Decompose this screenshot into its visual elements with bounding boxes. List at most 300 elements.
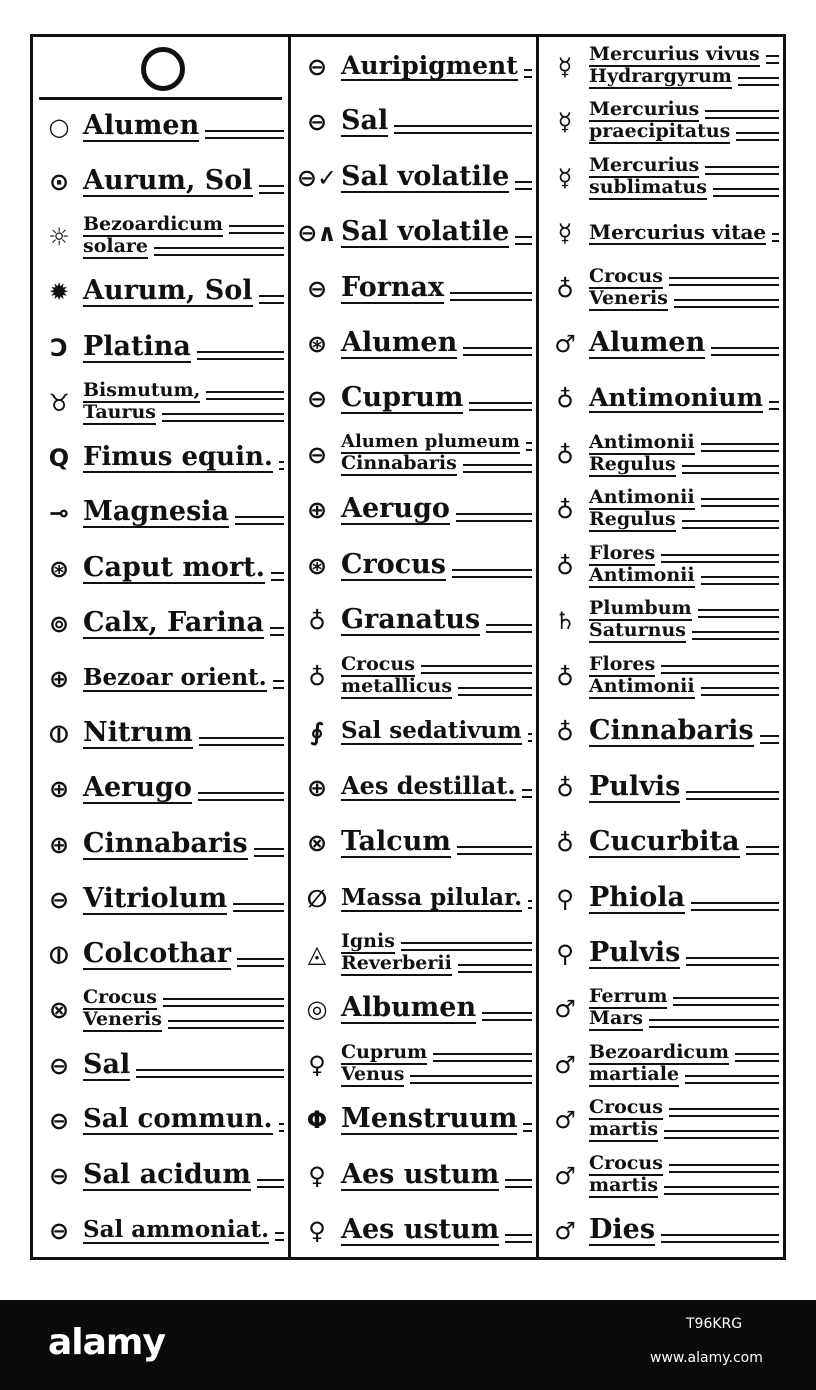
symbol-row <box>291 1148 536 1203</box>
label-text: Granatus <box>341 604 481 636</box>
fill-rule <box>661 554 779 563</box>
fill-rule <box>271 572 284 581</box>
alchemical-symbol-icon: ⊕ <box>48 775 70 804</box>
fill-rule <box>769 401 779 410</box>
symbol-row <box>539 704 783 759</box>
label-text: Sal volatile <box>341 216 510 248</box>
fill-rule <box>259 185 284 194</box>
label-line <box>83 551 284 584</box>
label-line <box>83 215 284 237</box>
symbol-row <box>291 926 536 981</box>
symbol-label <box>83 1204 284 1259</box>
label-text: Saturnus <box>589 619 686 642</box>
alchemical-symbol-icon: ♂ <box>554 1161 576 1190</box>
label-text: Sal acidum <box>83 1159 251 1191</box>
symbol-row <box>291 815 536 870</box>
alchemical-symbol-icon: ⊖ <box>306 440 328 469</box>
symbol-label <box>83 209 284 264</box>
symbol-row <box>539 1148 783 1203</box>
fill-rule <box>206 391 284 400</box>
label-text: Colcothar <box>83 938 232 970</box>
fill-rule <box>661 1234 779 1243</box>
label-line <box>589 674 779 699</box>
fill-rule <box>705 166 779 175</box>
symbol-row <box>291 316 536 371</box>
symbol-label <box>341 316 532 371</box>
symbol-label <box>589 1204 779 1259</box>
symbol-label <box>341 94 532 149</box>
label-text: Calx, Farina <box>83 606 264 638</box>
label-text: Aes ustum <box>341 1214 500 1246</box>
label-line <box>341 674 532 699</box>
fill-rule <box>701 576 779 585</box>
symbol-row <box>291 982 536 1037</box>
label-text: Magnesia <box>83 496 230 528</box>
symbol-label <box>341 205 532 260</box>
fill-rule <box>233 903 284 912</box>
symbol-label <box>83 817 284 872</box>
symbol-label <box>83 1093 284 1148</box>
symbol-label <box>83 596 284 651</box>
label-line <box>341 107 532 137</box>
label-line <box>83 237 284 259</box>
label-text: Cuprum <box>341 1040 428 1063</box>
symbol-label <box>589 649 779 704</box>
symbol-label <box>589 871 779 926</box>
fill-rule <box>270 627 284 636</box>
label-line <box>589 599 779 621</box>
symbol-label <box>83 265 284 320</box>
label-text: Pulvis <box>589 770 681 802</box>
fill-rule <box>254 848 284 857</box>
alchemical-symbol-icon: ♁ <box>556 385 574 414</box>
label-line <box>341 719 532 745</box>
label-text: Auripigment <box>341 50 518 80</box>
alchemical-symbols-table <box>30 34 786 1260</box>
symbol-label <box>589 483 779 538</box>
symbol-row <box>291 649 536 704</box>
label-text: solare <box>83 235 148 258</box>
label-text: martis <box>589 1118 659 1141</box>
label-text: sublimatus <box>589 175 707 198</box>
symbol-row <box>33 541 288 596</box>
label-line <box>83 1048 284 1081</box>
symbol-row <box>539 594 783 649</box>
alchemical-symbol-icon: ⊕ <box>306 773 328 802</box>
label-text: Phiola <box>589 881 685 913</box>
label-line <box>83 400 284 425</box>
alchemical-symbol-icon: ⊗ <box>48 996 70 1025</box>
fill-rule <box>686 957 779 966</box>
fill-rule <box>522 789 532 798</box>
alchemical-symbol-icon: ⊸ <box>48 499 70 528</box>
fill-rule <box>154 247 284 256</box>
alchemical-symbol-icon: ✹ <box>48 278 70 307</box>
symbol-label <box>341 760 532 815</box>
symbol-label <box>83 486 284 541</box>
alchemical-symbol-icon: ♀ <box>308 1217 326 1246</box>
label-text: Bismutum, <box>83 378 201 401</box>
fill-rule <box>279 1123 284 1132</box>
symbol-label <box>341 538 532 593</box>
column-3 <box>539 37 783 1257</box>
label-text: Fimus equin. <box>83 441 273 472</box>
symbol-label <box>589 1148 779 1203</box>
fill-rule <box>198 792 284 801</box>
alchemical-symbol-icon: ◎ <box>306 995 328 1024</box>
label-line <box>83 606 284 639</box>
label-line <box>589 770 779 803</box>
fill-rule <box>275 1232 284 1241</box>
column-2 <box>291 37 536 1257</box>
label-text: Vitriolum <box>83 882 228 914</box>
fill-rule <box>505 1179 532 1188</box>
alchemical-symbol-icon: ⊕ <box>306 496 328 525</box>
fill-rule <box>457 846 532 855</box>
symbol-row <box>33 375 288 430</box>
symbol-row <box>33 1204 288 1259</box>
symbol-row <box>539 871 783 926</box>
symbol-label <box>341 150 532 205</box>
fill-rule <box>692 631 779 640</box>
label-line <box>341 1040 532 1065</box>
fill-rule <box>526 442 532 451</box>
symbol-label <box>83 762 284 817</box>
label-text: Crocus <box>589 1096 663 1119</box>
fill-rule <box>463 464 532 473</box>
symbol-row <box>291 39 536 94</box>
stock-url: www.alamy.com <box>650 1350 763 1366</box>
symbol-row <box>539 261 783 316</box>
symbol-row <box>539 926 783 981</box>
fill-rule <box>229 225 284 234</box>
label-text: Bezoardicum <box>83 213 223 236</box>
symbol-row <box>291 760 536 815</box>
symbol-label <box>589 594 779 649</box>
label-line <box>589 828 779 858</box>
fill-rule <box>463 347 532 356</box>
large-circle-icon <box>141 47 185 91</box>
label-text: Sal sedativum <box>341 717 522 745</box>
fill-rule <box>458 964 532 973</box>
alchemical-symbol-icon: ♂ <box>554 1217 576 1246</box>
label-line <box>341 951 532 976</box>
symbol-row <box>539 1093 783 1148</box>
label-text: Crocus <box>341 652 415 675</box>
label-text: Alumen plumeum <box>341 431 520 453</box>
label-line <box>589 1216 779 1246</box>
label-line <box>341 271 532 304</box>
alchemical-symbol-icon: ♀ <box>308 1161 326 1190</box>
label-text: Cinnabaris <box>589 715 754 747</box>
symbol-label <box>341 483 532 538</box>
symbol-row <box>291 205 536 260</box>
alchemical-symbol-icon: ⊖∧ <box>297 219 337 248</box>
label-line <box>341 828 532 858</box>
symbol-row <box>33 762 288 817</box>
symbol-label <box>341 1148 532 1203</box>
label-text: Crocus <box>589 1151 663 1174</box>
label-line <box>341 218 532 248</box>
stock-watermark-bar <box>0 1300 816 1390</box>
symbol-row <box>33 320 288 375</box>
label-line <box>589 42 779 67</box>
label-line <box>341 771 532 801</box>
fill-rule <box>698 609 779 618</box>
label-text: Venus <box>341 1062 405 1085</box>
label-line <box>589 1040 779 1065</box>
alchemical-symbol-icon: ⊖ <box>48 1106 70 1135</box>
label-line <box>341 495 532 525</box>
fill-rule <box>163 998 284 1007</box>
fill-rule <box>482 1012 532 1021</box>
label-text: Reverberii <box>341 951 452 974</box>
label-line <box>589 881 779 914</box>
label-text: Antimonii <box>589 563 695 586</box>
fill-rule <box>450 292 532 301</box>
fill-rule <box>524 69 532 78</box>
alchemical-symbol-icon: Φ <box>306 1106 328 1135</box>
alchemical-symbol-icon: ♁ <box>556 440 574 469</box>
alchemical-symbol-icon: ⊖ <box>306 52 328 81</box>
fill-rule <box>237 958 284 967</box>
fill-rule <box>738 77 779 86</box>
label-text: Bezoardicum <box>589 1040 729 1063</box>
label-line <box>589 153 779 178</box>
alchemical-symbol-icon: ♁ <box>556 496 574 525</box>
symbol-label <box>589 1037 779 1092</box>
symbol-row <box>539 982 783 1037</box>
label-text: Ferrum <box>589 985 668 1008</box>
fill-rule <box>673 997 779 1006</box>
alchemical-symbol-icon: ♁ <box>556 551 574 580</box>
label-line <box>341 1105 532 1135</box>
alchemical-symbol-icon: ☿ <box>557 163 573 192</box>
symbol-label <box>589 372 779 427</box>
symbol-row <box>33 265 288 320</box>
symbol-row <box>291 871 536 926</box>
label-line <box>589 264 779 289</box>
label-line <box>83 940 284 970</box>
symbol-label <box>589 926 779 981</box>
label-line <box>83 1161 284 1191</box>
symbol-row <box>539 649 783 704</box>
symbol-row <box>33 430 288 485</box>
fill-rule <box>664 1130 779 1139</box>
label-line <box>341 50 532 81</box>
label-text: Massa pilular. <box>341 883 523 911</box>
alchemical-symbol-icon: ⊛ <box>306 329 328 358</box>
label-text: Mercurius <box>589 98 700 121</box>
symbol-row <box>33 486 288 541</box>
symbol-label <box>83 928 284 983</box>
fill-rule <box>682 465 779 474</box>
fill-rule <box>674 299 779 308</box>
label-line <box>341 606 532 636</box>
alchemical-symbol-icon: ♂ <box>554 1106 576 1135</box>
label-line <box>341 1158 532 1191</box>
label-line <box>83 109 284 142</box>
label-line <box>341 1216 532 1246</box>
symbol-label <box>83 541 284 596</box>
alchemical-symbol-icon: ☼ <box>48 223 70 252</box>
symbol-row <box>539 205 783 260</box>
alchemical-symbol-icon: ☿ <box>557 52 573 81</box>
label-text: Regulus <box>589 452 676 475</box>
label-text: Sal volatile <box>341 160 510 192</box>
label-line <box>589 100 779 122</box>
symbol-label <box>341 1093 532 1148</box>
symbol-row <box>33 928 288 983</box>
symbol-label <box>589 150 779 205</box>
label-line <box>341 548 532 581</box>
fill-rule <box>168 1020 284 1029</box>
label-line <box>589 936 779 969</box>
fill-rule <box>394 125 532 134</box>
alchemical-symbol-icon: ♄ <box>554 607 576 636</box>
symbol-label <box>83 872 284 927</box>
label-text: Sal commun. <box>83 1104 273 1135</box>
fill-rule <box>259 295 284 304</box>
label-line <box>341 326 532 359</box>
symbol-row <box>539 94 783 149</box>
symbol-label <box>341 649 532 704</box>
label-line <box>83 330 284 363</box>
fill-rule <box>685 1075 779 1084</box>
label-text: Aurum, Sol <box>83 275 253 307</box>
label-line <box>589 621 779 643</box>
alchemical-symbol-icon: ⊖ <box>48 1051 70 1080</box>
alchemical-symbol-icon: ♉ <box>48 388 70 417</box>
label-text: Flores <box>589 652 656 675</box>
fill-rule <box>686 791 779 800</box>
alchemical-symbol-icon: ∅ <box>306 884 328 913</box>
symbol-row <box>291 150 536 205</box>
symbol-label <box>341 815 532 870</box>
alchemical-symbol-icon: ⊛ <box>48 554 70 583</box>
symbol-label <box>83 1038 284 1093</box>
symbol-label <box>83 154 284 209</box>
label-text: Caput mort. <box>83 551 266 583</box>
fill-rule <box>766 55 779 64</box>
symbol-label <box>589 427 779 482</box>
symbol-label <box>589 316 779 371</box>
label-line <box>589 122 779 144</box>
alchemical-symbol-icon: ♁ <box>556 829 574 858</box>
fill-rule <box>701 498 779 507</box>
symbol-row <box>291 1093 536 1148</box>
label-line <box>589 1062 779 1087</box>
label-line <box>589 286 779 311</box>
fill-rule <box>257 1179 284 1188</box>
label-line <box>341 929 532 954</box>
symbol-label <box>83 375 284 430</box>
symbol-row <box>291 94 536 149</box>
label-text: Crocus <box>83 986 157 1009</box>
alchemical-symbol-icon: ☿ <box>557 108 573 137</box>
label-text: Aerugo <box>83 772 192 804</box>
alchemical-symbol-icon: ⚲ <box>556 884 574 913</box>
label-text: metallicus <box>341 674 453 697</box>
label-line <box>589 510 779 532</box>
symbol-label <box>589 704 779 759</box>
label-line <box>589 541 779 566</box>
fill-rule <box>701 687 779 696</box>
label-text: Platina <box>83 330 191 362</box>
symbol-label <box>83 1149 284 1204</box>
fill-rule <box>515 236 532 245</box>
alchemical-symbol-icon: ♂ <box>554 1050 576 1079</box>
fill-rule <box>711 347 779 356</box>
label-line <box>83 663 284 692</box>
label-text: Mercurius vitae <box>589 219 767 244</box>
symbol-label <box>341 926 532 981</box>
alchemical-symbol-icon: ⊙ <box>48 167 70 196</box>
label-text: Alumen <box>83 109 200 141</box>
symbol-label <box>341 39 532 94</box>
symbol-row <box>33 209 288 264</box>
fill-rule <box>235 516 284 525</box>
label-text: Menstruum <box>341 1103 518 1135</box>
symbol-row <box>33 983 288 1038</box>
symbol-row <box>291 427 536 482</box>
alchemical-symbol-icon: ⊖✓ <box>296 163 338 192</box>
alchemical-symbol-icon: ♂ <box>554 329 576 358</box>
fill-rule <box>669 1164 779 1173</box>
label-line <box>589 652 779 677</box>
fill-rule <box>713 188 779 197</box>
label-text: Nitrum <box>83 717 193 749</box>
label-line <box>83 164 284 197</box>
label-line <box>83 988 284 1010</box>
symbol-row <box>539 815 783 870</box>
alchemical-symbol-icon: ⊖ <box>306 108 328 137</box>
alchemical-symbol-icon: ⊖ <box>48 885 70 914</box>
label-text: Alumen <box>589 326 706 358</box>
alchemical-symbol-icon: ⊖ <box>306 274 328 303</box>
label-text: martiale <box>589 1062 680 1085</box>
fill-rule <box>433 1053 532 1062</box>
fill-rule <box>421 665 532 674</box>
label-text: Cuprum <box>341 382 464 414</box>
label-line <box>589 1120 779 1142</box>
symbol-row <box>539 427 783 482</box>
symbol-label <box>589 261 779 316</box>
label-line <box>341 160 532 193</box>
label-text: Plumbum <box>589 597 692 620</box>
symbol-label <box>341 427 532 482</box>
label-line <box>589 326 779 359</box>
label-text: Antimonii <box>589 486 695 509</box>
fill-rule <box>273 680 284 689</box>
fill-rule <box>505 1234 532 1243</box>
fill-rule <box>528 900 532 909</box>
symbol-label <box>589 1093 779 1148</box>
label-text: Cinnabaris <box>341 452 457 475</box>
label-line <box>83 277 284 307</box>
alchemical-symbol-icon: ⚲ <box>556 939 574 968</box>
fill-rule <box>456 513 532 522</box>
fill-rule <box>458 687 532 696</box>
fill-rule <box>649 1019 779 1028</box>
alchemical-symbol-icon: ♁ <box>556 718 574 747</box>
label-line <box>341 454 532 476</box>
label-line <box>341 384 532 414</box>
alchemical-symbol-icon: ⊛ <box>306 551 328 580</box>
alchemical-symbol-icon: ♀ <box>308 1050 326 1079</box>
label-text: Flores <box>589 541 656 564</box>
label-line <box>589 987 779 1009</box>
